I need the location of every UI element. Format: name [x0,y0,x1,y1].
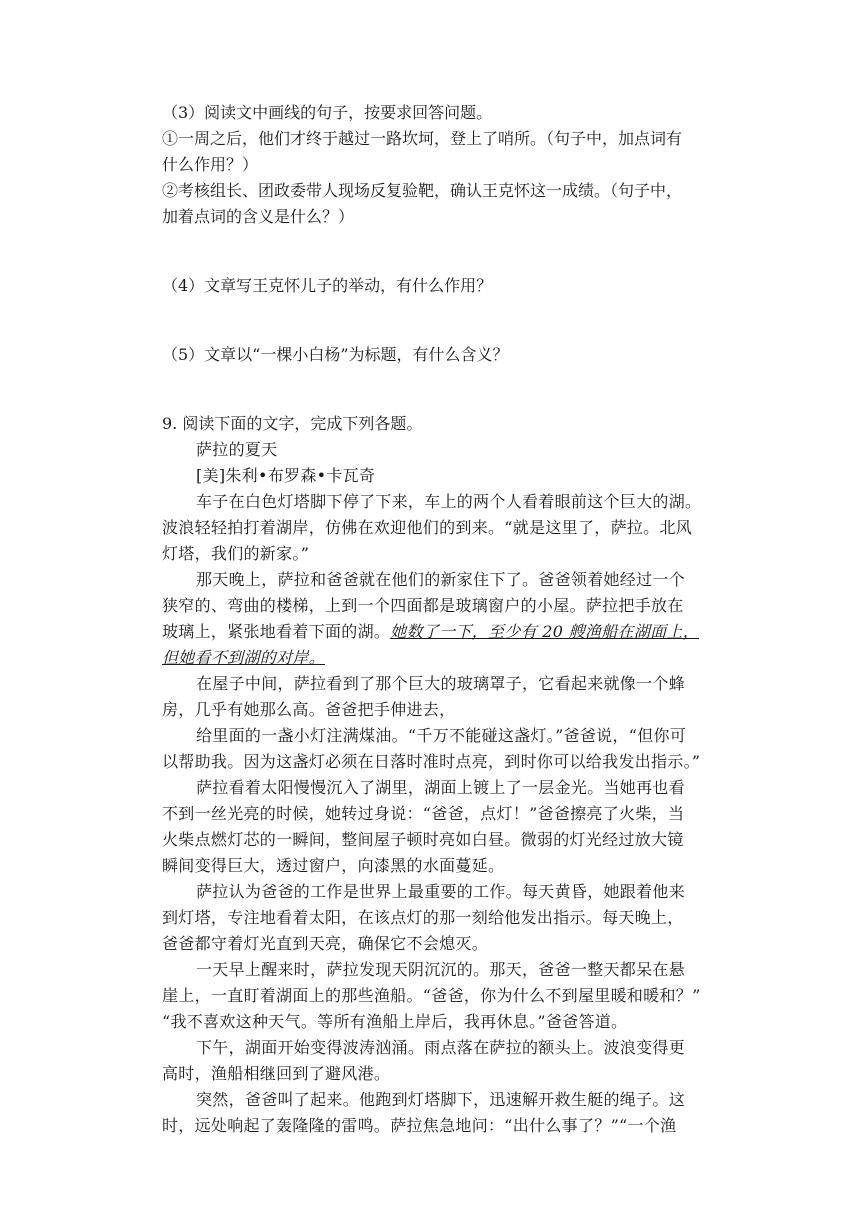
story-line: 萨拉认为爸爸的工作是世界上最重要的工作。每天黄昏，她跟着他来 [196,882,686,901]
story-line: “我不喜欢这种天气。等所有渔船上岸后，我再休息。”爸爸答道。 [162,1012,628,1031]
story-line [162,621,699,643]
story-line: 灯塔，我们的新家。” [162,544,310,563]
story-line: 崖上，一直盯着湖面上的那些渔船。“爸爸，你为什么不到屋里暖和暖和？” [162,986,701,1005]
story-line: 房，几乎有她那么高。爸爸把手伸进去， [162,700,456,719]
story-line: 下午，湖面开始变得波涛汹涌。雨点落在萨拉的额头上。波浪变得更 [196,1038,686,1057]
story-line: 在屋子中间，萨拉看到了那个巨大的玻璃罩子，它看起来就像一个蜂 [196,674,686,693]
story-line: 狭窄的、弯曲的楼梯，上到一个四面都是玻璃窗户的小屋。萨拉把手放在 [162,596,684,615]
story-line: 车子在白色灯塔脚下停了下来，车上的两个人看着眼前这个巨大的湖。 [196,492,702,511]
story-line: 到灯塔，专注地看着太阳，在该点灯的那一刻给他发出指示。每天晚上， [162,908,684,927]
story-line: 波浪轻轻拍打着湖岸，仿佛在欢迎他们的到来。“就是这里了，萨拉。北风 [162,518,693,537]
question-4: （4）文章写王克怀儿子的举动，有什么作用？ [162,276,493,295]
underlined-sentence: 但她看不到湖的对岸。 [162,648,326,667]
story-line: 不到一丝光亮的时候，她转过身说：“爸爸，点灯！”爸爸擦亮了火柴，当 [162,804,685,823]
story-line: 瞬间变得巨大，透过窗户，向漆黑的水面蔓延。 [162,856,505,875]
story-line: 萨拉看着太阳慢慢沉入了湖里，湖面上镀上了一层金光。当她再也看 [196,778,686,797]
section-9-heading: 9. 阅读下面的文字，完成下列各题。 [162,414,423,433]
question-5: （5）文章以“一棵小白杨”为标题，有什么含义？ [162,345,509,364]
story-line: 给里面的一盏小灯注满煤油。“千万不能碰这盏灯。”爸爸说，“但你可 [196,726,687,745]
story-line: 那天晚上，萨拉和爸爸就在他们的新家住下了。爸爸领着她经过一个 [196,570,686,589]
story-line: 一天早上醒来时，萨拉发现天阴沉沉的。那天，爸爸一整天都呆在悬 [196,960,686,979]
story-title: 萨拉的夏天 [196,440,278,459]
story-line: 时，远处响起了轰隆隆的雷鸣。萨拉焦急地问：“出什么事了？”“一个渔 [162,1116,677,1135]
story-line: 突然，爸爸叫了起来。他跑到灯塔脚下，迅速解开救生艇的绳子。这 [196,1090,686,1109]
story-line: 火柴点燃灯芯的一瞬间，整间屋子顿时亮如白昼。微弱的灯光经过放大镜 [162,830,684,849]
question-3-item-1-line-1: ①一周之后，他们才终于越过一路坎坷，登上了哨所。（句子中，加点词有 [162,129,683,148]
underlined-sentence: 她数了一下，至少有 20 艘渔船在湖面上， [390,622,700,641]
story-line: 高时，渔船相继回到了避风港。 [162,1064,391,1083]
question-3-title: （3）阅读文中画线的句子，按要求回答问题。 [162,103,493,122]
story-line: 爸爸都守着灯光直到天亮，确保它不会熄灭。 [162,934,489,953]
story-line: 以帮助我。因为这盏灯必须在日落时准时点亮，到时你可以给我发出指示。” [162,752,701,771]
story-author: [美]朱利•布罗森•卡瓦奇 [196,466,376,485]
question-3-item-2-line-1: ②考核组长、团政委带人现场反复验靶，确认王克怀这一成绩。（句子中， [162,181,683,200]
question-3-item-2-line-2: 加着点词的含义是什么？） [162,207,355,226]
story-text: 玻璃上，紧张地看着下面的湖。 [162,622,391,641]
question-3-item-1-line-2: 什么作用？） [162,155,259,174]
